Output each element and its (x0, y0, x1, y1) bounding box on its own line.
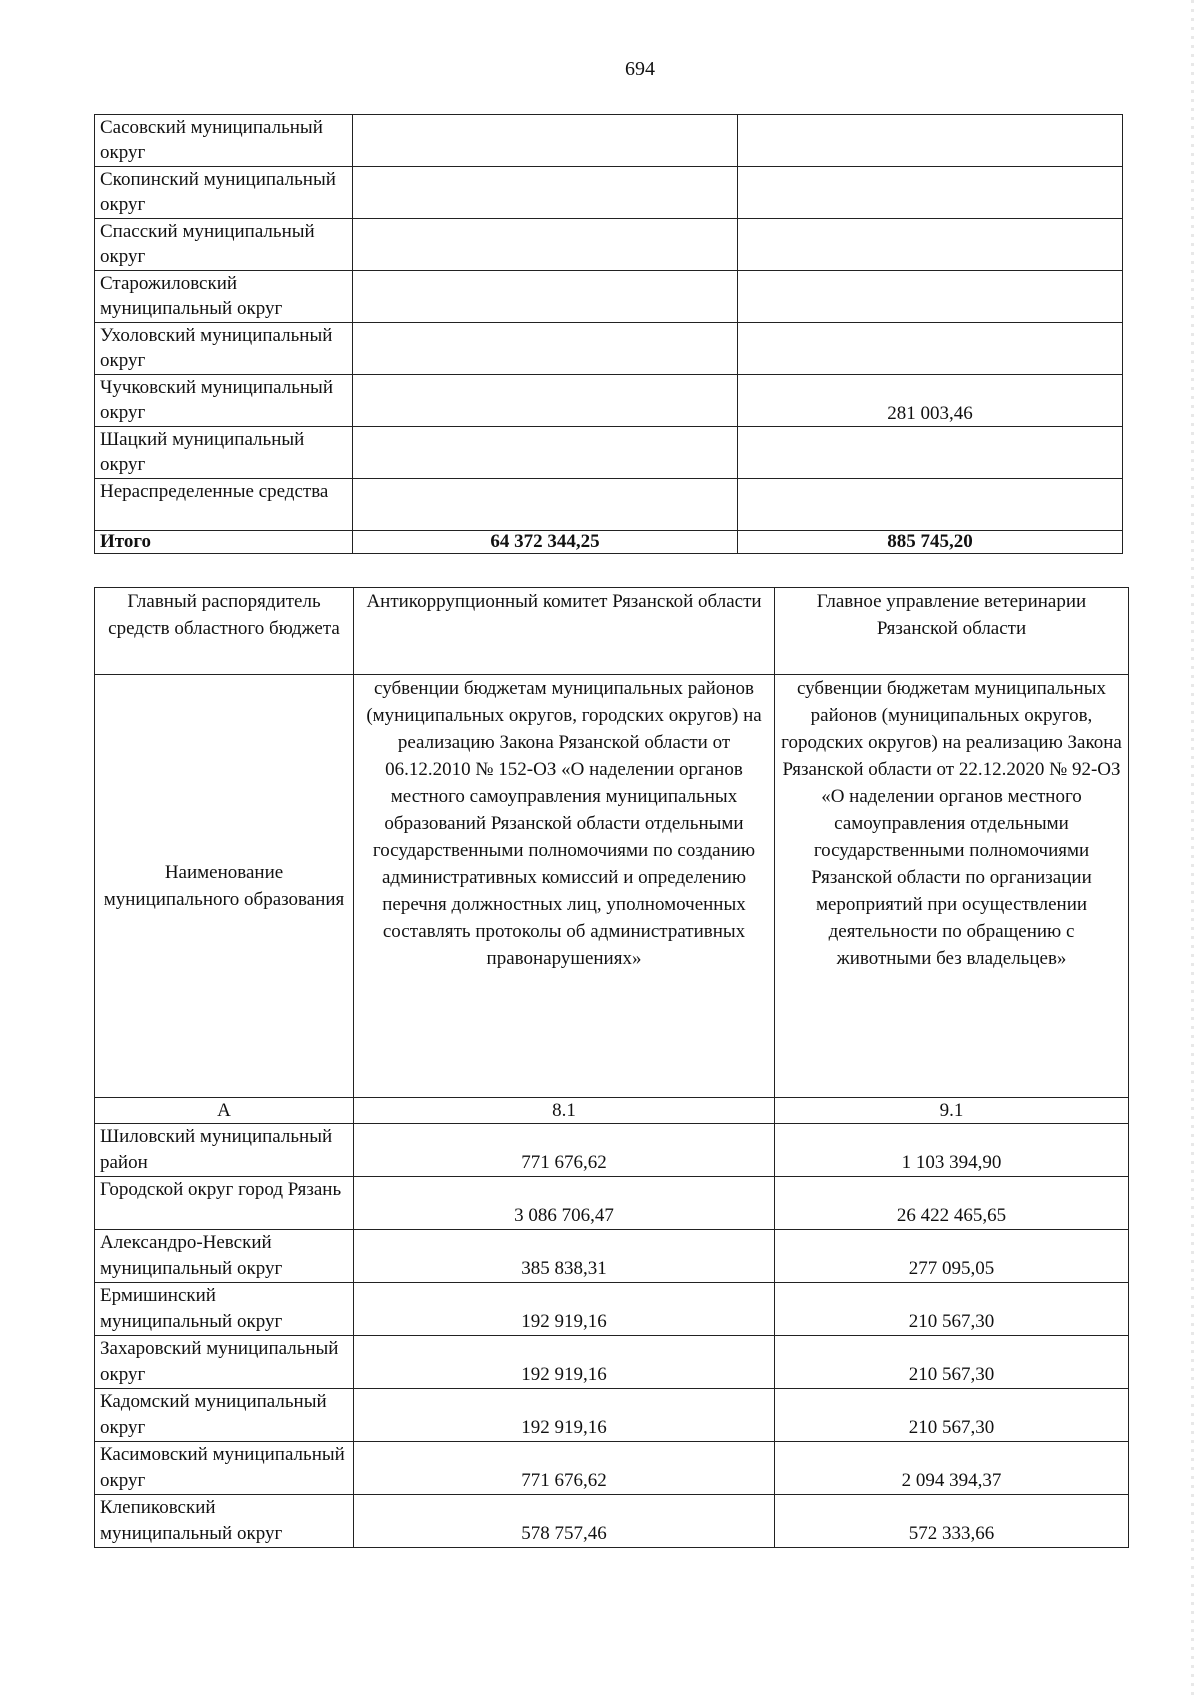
table-row (95, 1230, 1129, 1283)
table-row (95, 219, 1123, 271)
value-cell: 210 567,30 (775, 1283, 1129, 1336)
value-cell (738, 479, 1123, 531)
table-row (95, 479, 1123, 531)
column-index: А (95, 1098, 354, 1124)
value-cell: 192 919,16 (354, 1336, 775, 1389)
table-row (95, 167, 1123, 219)
value-cell (353, 427, 738, 479)
municipality-name: Клепиковский муниципальный округ (95, 1495, 354, 1548)
value-cell: 3 086 706,47 (354, 1177, 775, 1230)
value-cell: 26 422 465,65 (775, 1177, 1129, 1230)
total-value: 885 745,20 (738, 531, 1123, 554)
municipality-column-title: Наименование муниципального образования (95, 675, 354, 1098)
municipality-name: Городской округ город Рязань (95, 1177, 354, 1230)
municipality-name: Нераспределенные средства (95, 479, 353, 531)
value-cell: 192 919,16 (354, 1389, 775, 1442)
value-cell (353, 115, 738, 167)
value-cell (353, 479, 738, 531)
municipality-name: Сасовский муниципальный округ (95, 115, 353, 167)
table-row (95, 1177, 1129, 1230)
value-cell (353, 271, 738, 323)
value-cell: 1 103 394,90 (775, 1124, 1129, 1177)
header-budget-manager: Главный распорядитель средств областного бюджета (95, 588, 354, 675)
distribution-table-continued (94, 114, 1123, 554)
total-row (95, 531, 1123, 554)
column-index-row (95, 1098, 1129, 1124)
scan-edge-artifact (1191, 0, 1194, 1695)
municipality-name: Чучковский муниципальный округ (95, 375, 353, 427)
table-row (95, 115, 1123, 167)
subvention-distribution-table (94, 587, 1129, 1548)
value-cell (738, 115, 1123, 167)
value-cell: 281 003,46 (738, 375, 1123, 427)
page-number: 694 (625, 58, 655, 80)
header-anticorruption-committee: Антикоррупционный комитет Рязанской области (354, 588, 775, 675)
municipality-name: Шиловский муниципальный район (95, 1124, 354, 1177)
value-cell (738, 271, 1123, 323)
municipality-name: Старожиловский муниципальный округ (95, 271, 353, 323)
value-cell: 385 838,31 (354, 1230, 775, 1283)
municipality-name: Спасский муниципальный округ (95, 219, 353, 271)
value-cell (353, 219, 738, 271)
table-row (95, 1389, 1129, 1442)
value-cell: 210 567,30 (775, 1336, 1129, 1389)
municipality-name: Ухоловский муниципальный округ (95, 323, 353, 375)
municipality-name: Ермишинский муниципальный округ (95, 1283, 354, 1336)
value-cell: 192 919,16 (354, 1283, 775, 1336)
municipality-name: Шацкий муниципальный округ (95, 427, 353, 479)
subvention-description: субвенции бюджетам муниципальных районов (муниципальных округов, городских округов) на реализацию Закона Рязанской области от 06.12.2010 № 152-ОЗ «О наделении органов местного самоуправления муниципальных образований Рязанской области отдельными государственными полномочиями по созданию административных комиссий и определению перечня должностных лиц, уполномоченных составлять протоколы об административных правонарушениях» (354, 675, 775, 1098)
table-row (95, 1336, 1129, 1389)
table-row (95, 1495, 1129, 1548)
municipality-name: Скопинский муниципальный округ (95, 167, 353, 219)
table-row (95, 427, 1123, 479)
column-index: 8.1 (354, 1098, 775, 1124)
subvention-description: субвенции бюджетам муниципальных районов (муниципальных округов, городских округов) на реализацию Закона Рязанской области от 22.12.2020 № 92-ОЗ «О наделении органов местного самоуправления отдельными государственными полномочиями Рязанской области по организации мероприятий при осуществлении деятельности по обращению с животными без владельцев» (775, 675, 1129, 1098)
table-row (95, 1124, 1129, 1177)
header-row (95, 588, 1129, 675)
table-row (95, 323, 1123, 375)
column-index: 9.1 (775, 1098, 1129, 1124)
municipality-name: Касимовский муниципальный округ (95, 1442, 354, 1495)
municipality-name: Захаровский муниципальный округ (95, 1336, 354, 1389)
description-row (95, 675, 1129, 1098)
value-cell: 210 567,30 (775, 1389, 1129, 1442)
total-label: Итого (95, 531, 353, 554)
total-value: 64 372 344,25 (353, 531, 738, 554)
value-cell: 277 095,05 (775, 1230, 1129, 1283)
value-cell (353, 323, 738, 375)
header-veterinary-department: Главное управление ветеринарии Рязанской области (775, 588, 1129, 675)
value-cell: 771 676,62 (354, 1124, 775, 1177)
value-cell: 572 333,66 (775, 1495, 1129, 1548)
table-row (95, 375, 1123, 427)
value-cell (353, 167, 738, 219)
table-row (95, 1442, 1129, 1495)
table-row (95, 1283, 1129, 1336)
value-cell (738, 427, 1123, 479)
value-cell (353, 375, 738, 427)
municipality-name: Кадомский муниципальный округ (95, 1389, 354, 1442)
value-cell: 771 676,62 (354, 1442, 775, 1495)
value-cell (738, 167, 1123, 219)
value-cell (738, 323, 1123, 375)
value-cell (738, 219, 1123, 271)
value-cell: 2 094 394,37 (775, 1442, 1129, 1495)
value-cell: 578 757,46 (354, 1495, 775, 1548)
table-row (95, 271, 1123, 323)
municipality-name: Александро-Невский муниципальный округ (95, 1230, 354, 1283)
